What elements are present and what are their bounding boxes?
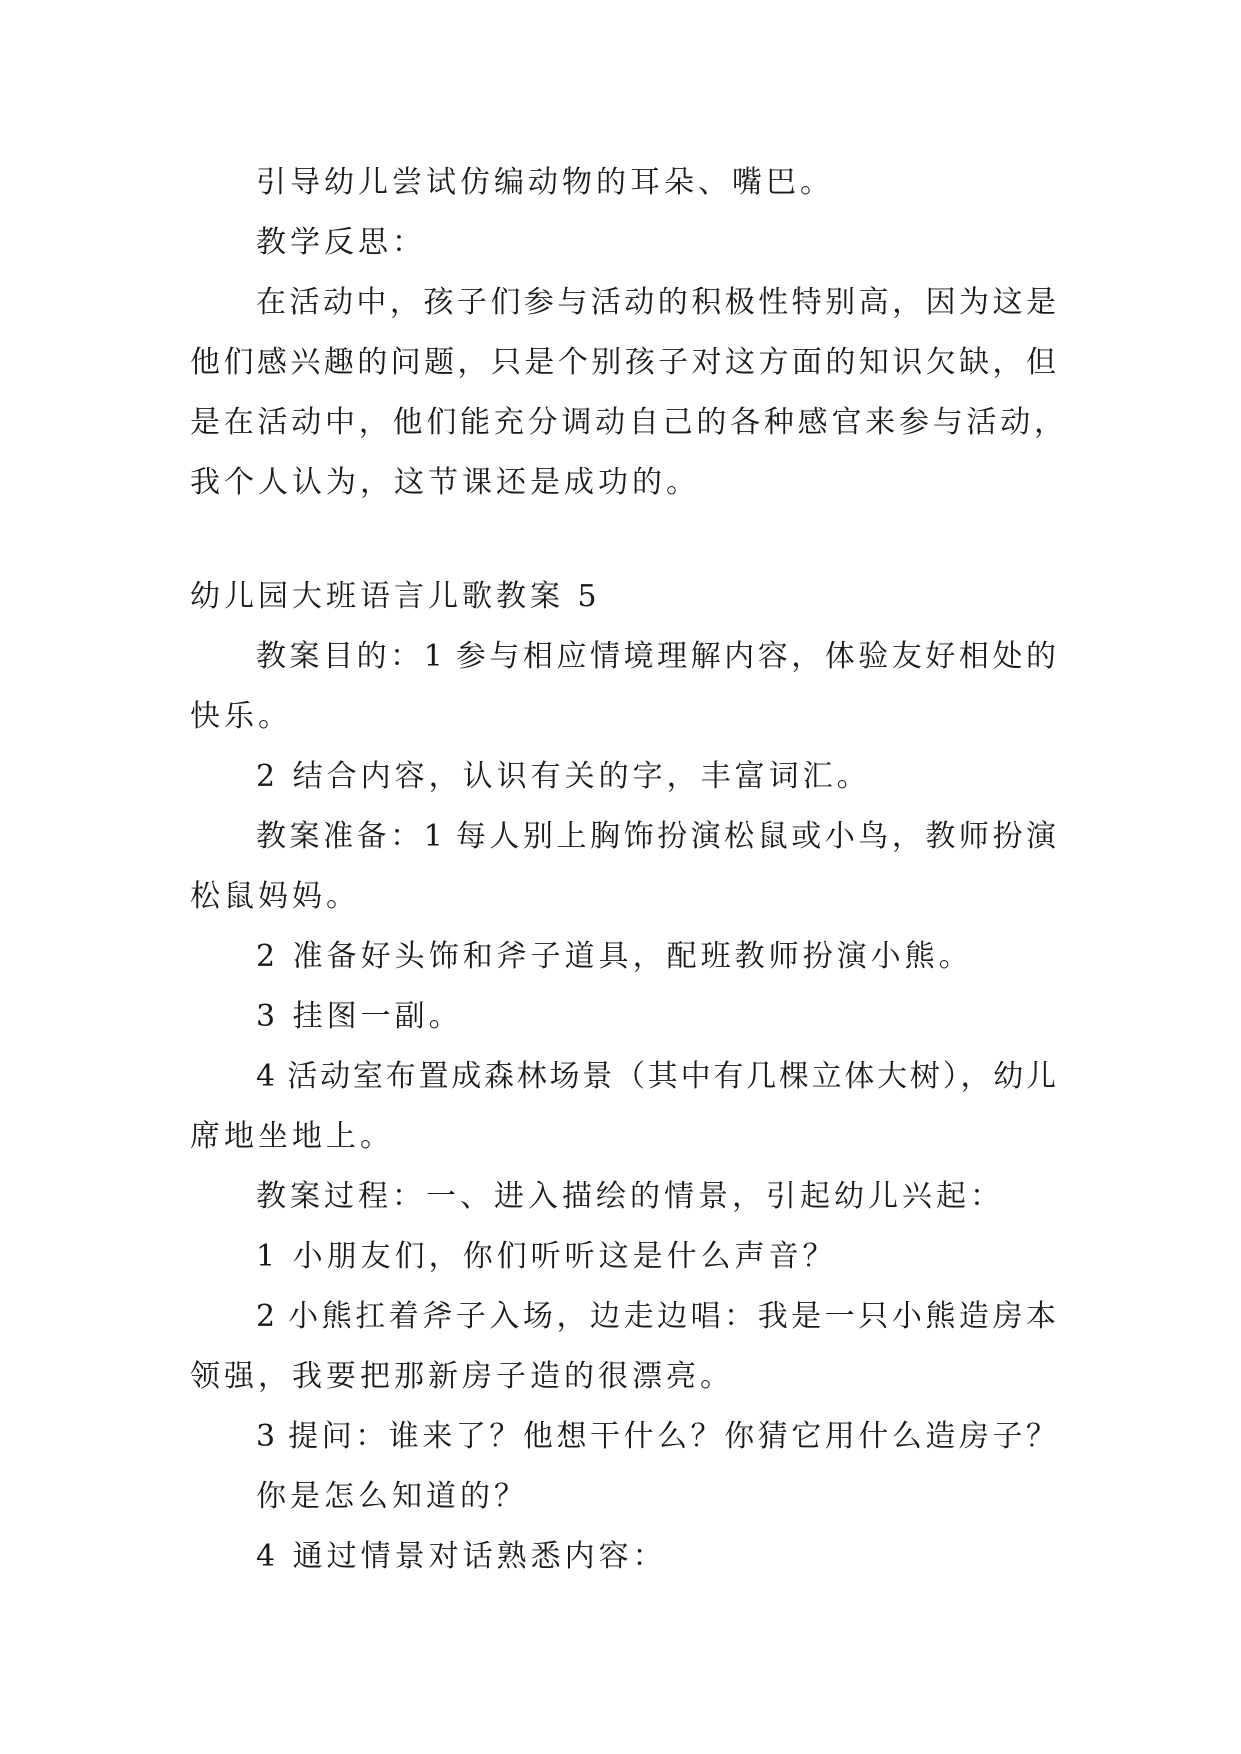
paragraph-line: 教学反思： bbox=[256, 225, 426, 260]
paragraph-line: 2 准备好头饰和斧子道具，配班教师扮演小熊。 bbox=[256, 939, 973, 974]
paragraph-line: 2 结合内容，认识有关的字，丰富词汇。 bbox=[256, 759, 871, 794]
paragraph-line: 教案目的：1 参与相应情境理解内容，体验友好相处的 bbox=[256, 639, 1056, 674]
paragraph-line: 教案过程：一、进入描绘的情景，引起幼儿兴起： bbox=[256, 1179, 1004, 1214]
paragraph-line: 席地坐地上。 bbox=[190, 1119, 394, 1154]
paragraph-line: 快乐。 bbox=[190, 699, 292, 734]
paragraph-line: 我个人认为，这节课还是成功的。 bbox=[190, 465, 700, 500]
paragraph-line: 你是怎么知道的？ bbox=[256, 1479, 528, 1514]
paragraph-line: 教案准备：1 每人别上胸饰扮演松鼠或小鸟，教师扮演 bbox=[256, 819, 1056, 854]
paragraph-line: 是在活动中，他们能充分调动自己的各种感官来参与活动， bbox=[190, 405, 1064, 440]
paragraph-line: 领强，我要把那新房子造的很漂亮。 bbox=[190, 1359, 734, 1394]
paragraph-line: 3 提问：谁来了？他想干什么？你猜它用什么造房子？ bbox=[256, 1419, 1056, 1454]
section-heading: 幼儿园大班语言儿歌教案 5 bbox=[190, 579, 601, 614]
paragraph-line: 4 活动室布置成森林场景（其中有几棵立体大树），幼儿 bbox=[256, 1059, 1056, 1094]
paragraph-line: 3 挂图一副。 bbox=[256, 999, 463, 1034]
paragraph-line: 4 通过情景对话熟悉内容： bbox=[256, 1539, 667, 1574]
paragraph-line: 松鼠妈妈。 bbox=[190, 879, 360, 914]
paragraph-line: 引导幼儿尝试仿编动物的耳朵、嘴巴。 bbox=[256, 165, 834, 200]
paragraph-line: 在活动中，孩子们参与活动的积极性特别高，因为这是 bbox=[256, 285, 1056, 320]
paragraph-line: 1 小朋友们，你们听听这是什么声音？ bbox=[256, 1239, 837, 1274]
paragraph-line: 他们感兴趣的问题，只是个别孩子对这方面的知识欠缺，但 bbox=[190, 345, 1056, 380]
paragraph-line: 2 小熊扛着斧子入场，边走边唱：我是一只小熊造房本 bbox=[256, 1299, 1056, 1334]
